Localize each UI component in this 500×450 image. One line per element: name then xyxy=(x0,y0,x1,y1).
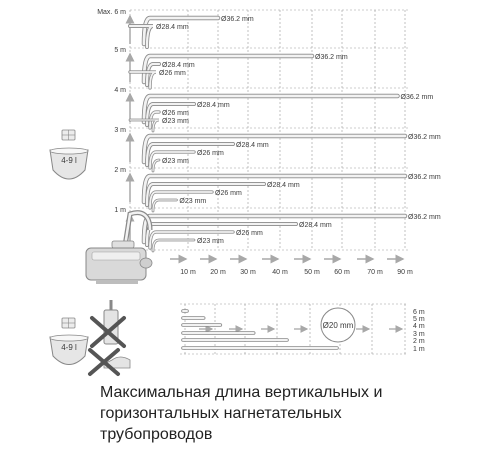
pipe-diameter-label: Ø28.4 mm xyxy=(267,182,300,189)
pipe-diameter-label: Ø23 mm xyxy=(162,158,189,165)
bottom-height-label: 4 m xyxy=(413,323,425,330)
pipe-line xyxy=(144,56,312,82)
pipe-diameter-label: Ø28.4 mm xyxy=(197,102,230,109)
pipe-diameter-label: Ø36.2 mm xyxy=(400,94,434,101)
pipe-diameter-label: Ø26 mm xyxy=(215,190,242,197)
top-height-labels xyxy=(97,9,126,214)
sink-basin-icon-bottom xyxy=(50,318,88,365)
bottom-height-label: 3 m xyxy=(413,331,425,338)
pipe-diameter-label: Ø23 mm xyxy=(197,238,224,245)
caption xyxy=(100,382,495,445)
bottom-height-labels xyxy=(413,309,425,353)
top-distance-labels xyxy=(180,269,413,276)
bottom-height-label: 6 m xyxy=(413,309,425,316)
top-distance-label: 90 m xyxy=(397,269,413,276)
top-distance-label: 50 m xyxy=(304,269,320,276)
top-pipes xyxy=(130,16,441,251)
pipe-diameter-label: Ø28.4 mm xyxy=(156,24,189,31)
pipe-diameter-label: Ø26 mm xyxy=(236,230,263,237)
pipe-diameter-label: Ø28.4 mm xyxy=(236,142,269,149)
pipe-diameter-label: Ø26 mm xyxy=(159,70,186,77)
top-height-label: 1 m xyxy=(114,207,126,214)
pipe-diameter-label: Ø26 mm xyxy=(197,150,224,157)
pipe-diameter-label: Ø36.2 mm xyxy=(408,174,441,181)
top-height-label: 3 m xyxy=(114,127,126,134)
pipe-diameter-label: Ø36.2 mm xyxy=(221,16,254,23)
pipe-diameter-label: Ø28.4 mm xyxy=(162,62,195,69)
caption-line-1: Максимальная длина вертикальных и xyxy=(100,384,383,401)
pipe-diameter-label: Ø36.2 mm xyxy=(408,134,441,141)
top-distance-label: 70 m xyxy=(367,269,383,276)
sink-capacity-label-bottom: 4-9 l xyxy=(61,343,77,352)
caption-line-2: горизонтальных нагнетательных xyxy=(100,405,342,422)
top-distance-label: 30 m xyxy=(240,269,256,276)
pump-unit-icon xyxy=(86,213,152,284)
top-distance-label: 10 m xyxy=(180,269,196,276)
caption-line-3: трубопроводов xyxy=(100,426,213,443)
top-height-label: 2 m xyxy=(114,167,126,174)
top-distance-label: 40 m xyxy=(272,269,288,276)
pipe-diameter-label: Ø23 mm xyxy=(179,198,207,205)
pipe-diameter-label: Ø28.4 mm xyxy=(299,222,332,229)
pipe-diameter-label: Ø36.2 mm xyxy=(408,214,441,221)
top-height-label: 5 m xyxy=(114,47,126,54)
pipe-line xyxy=(153,240,194,251)
pipe-line xyxy=(144,216,405,242)
top-height-label: 4 m xyxy=(114,87,126,94)
sink-basin-icon xyxy=(50,130,88,179)
pipe-line xyxy=(144,18,218,44)
pipe-line xyxy=(153,200,176,211)
pipe-diameter-label: Ø23 mm xyxy=(162,118,189,125)
pipe-diameter-label: Ø36.2 mm xyxy=(315,54,348,61)
bottom-height-label: 1 m xyxy=(413,346,425,353)
top-distance-label: 20 m xyxy=(210,269,226,276)
bottom-pipe-label: Ø20 mm xyxy=(322,321,354,330)
sink-capacity-label: 4-9 l xyxy=(61,156,77,165)
top-height-label: Max. 6 m xyxy=(97,9,126,16)
pipe-diameter-label: Ø26 mm xyxy=(162,110,189,117)
top-distance-label: 60 m xyxy=(334,269,350,276)
bottom-height-label: 5 m xyxy=(413,316,425,323)
bottom-height-label: 2 m xyxy=(413,338,425,345)
